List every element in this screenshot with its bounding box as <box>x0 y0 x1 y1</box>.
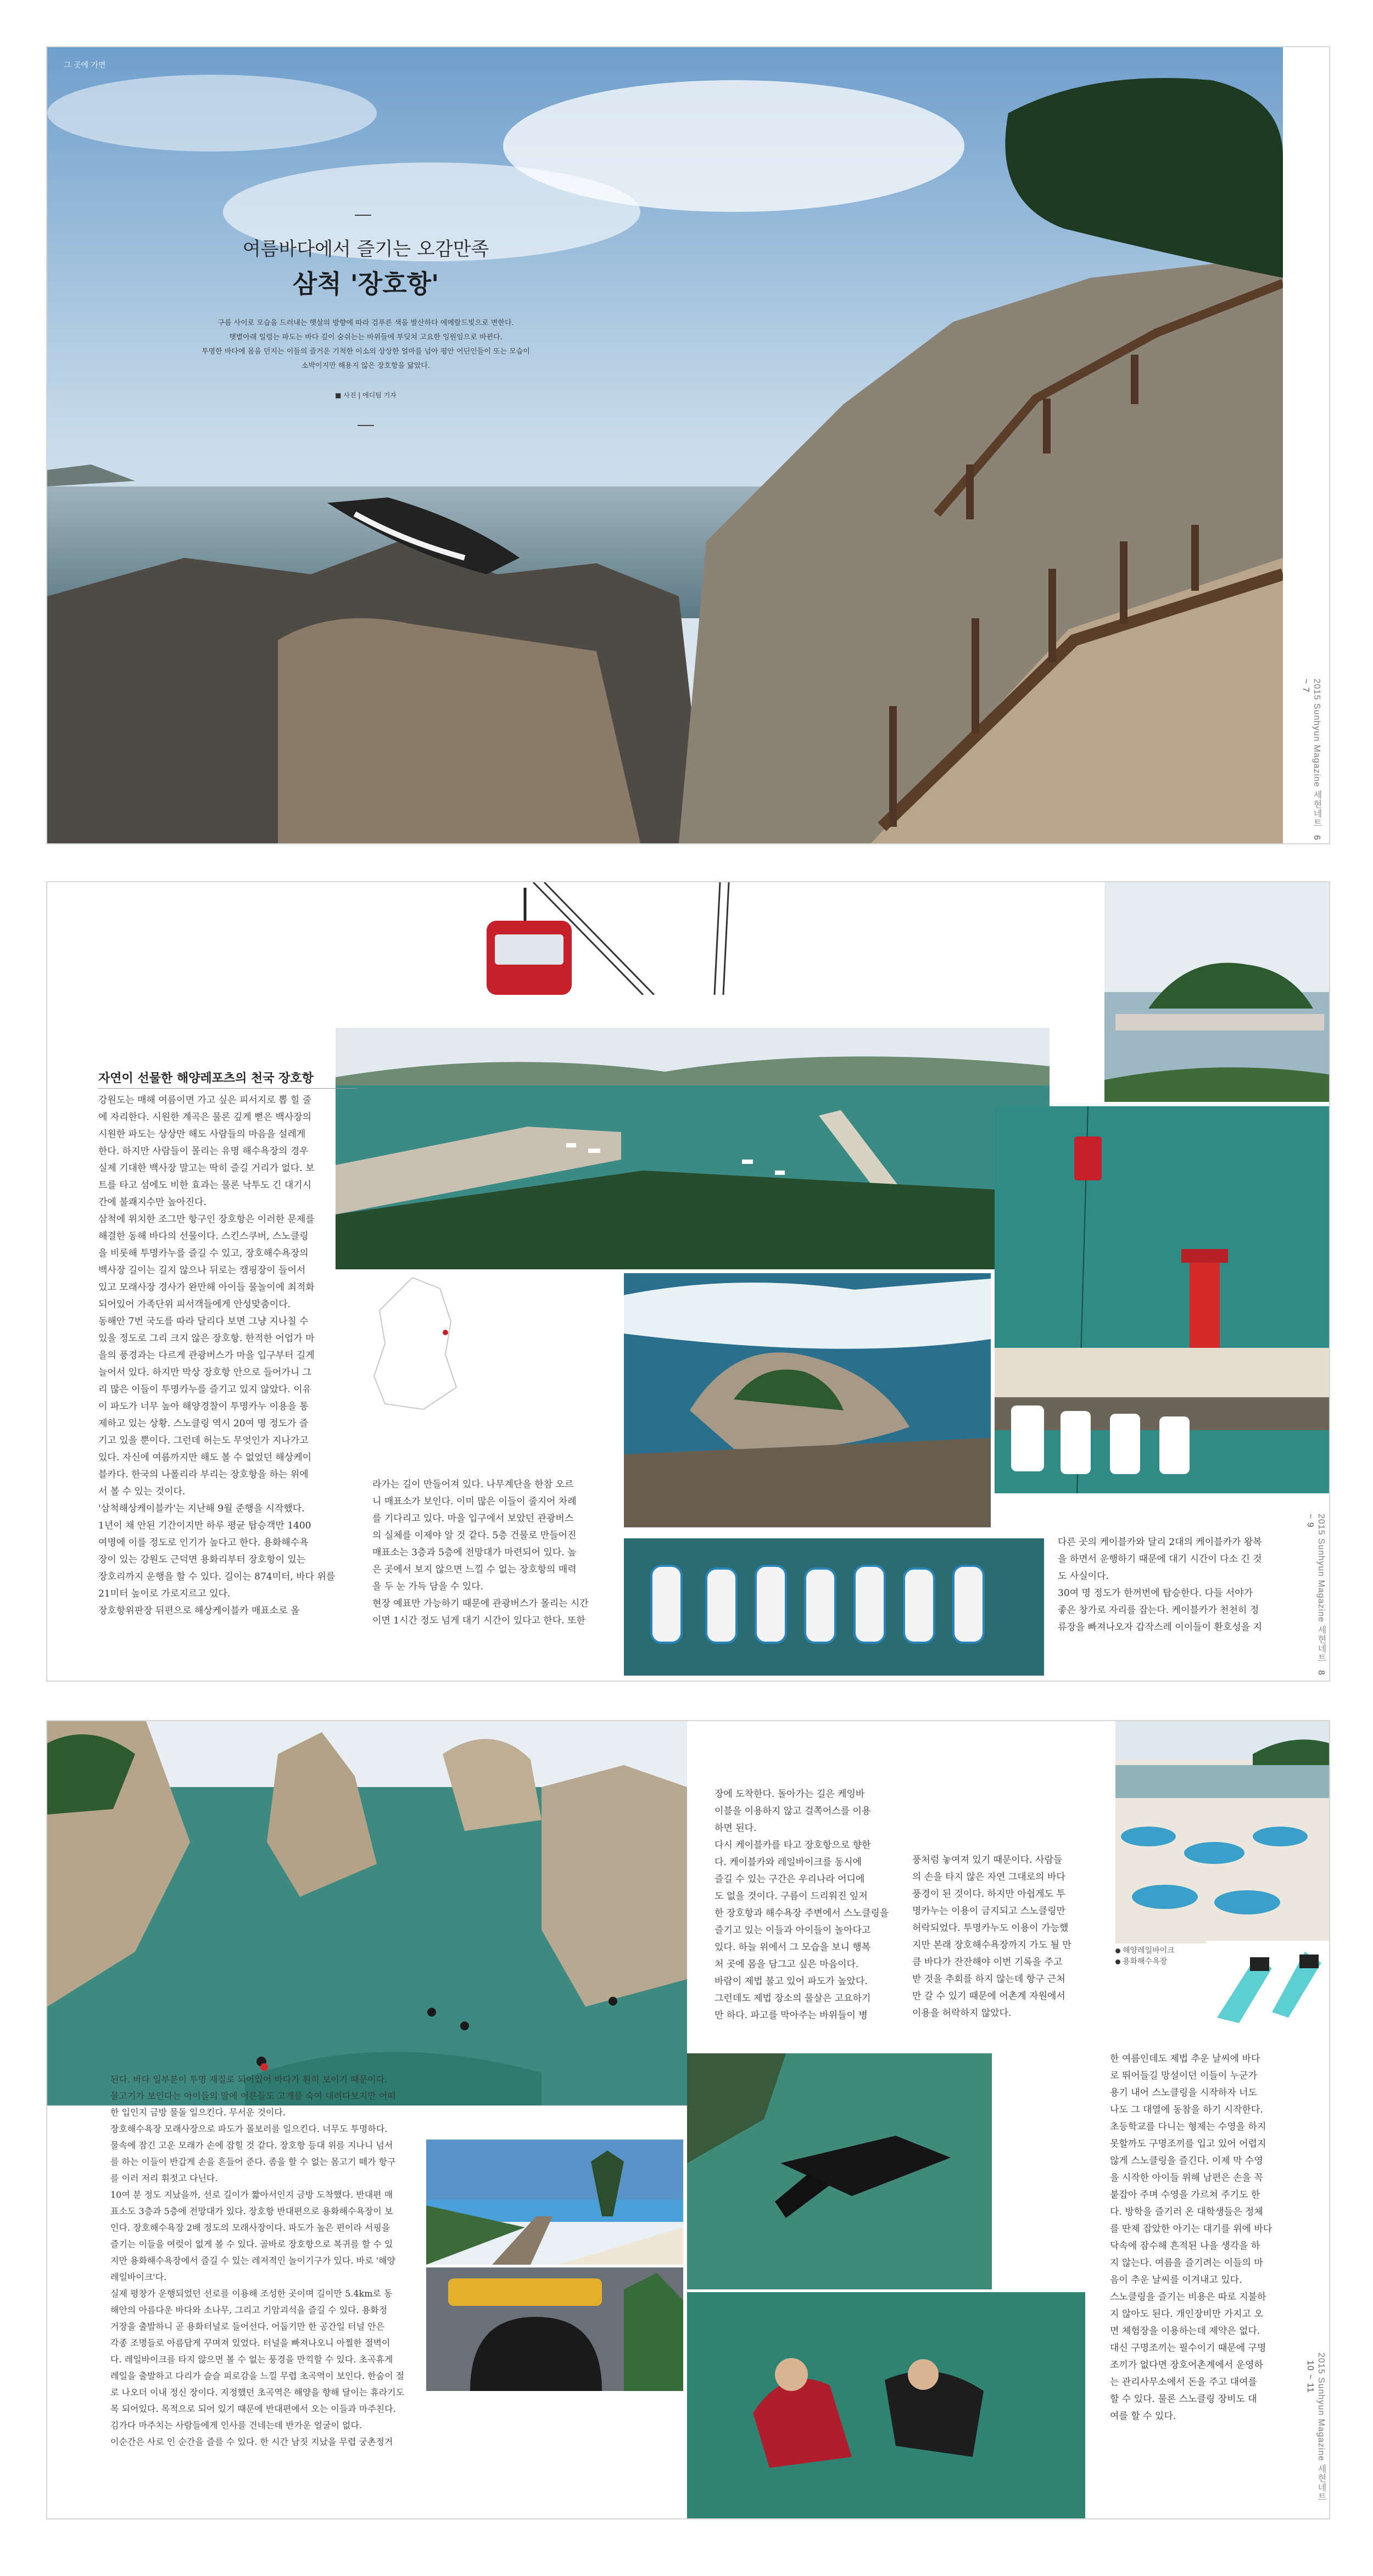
page-folio <box>1301 679 1323 843</box>
caption-beach-text: 용화해수욕장 <box>1123 1957 1168 1966</box>
folio-pages: 6 ~ 7 <box>1301 679 1321 841</box>
section-label: 그 곳에 가면 <box>64 61 106 70</box>
folio-pages: 10 ~ 11 <box>1305 2360 1315 2393</box>
folio-magazine: 2015 Sunhyun Magazine 세현네트 <box>1316 1514 1326 1663</box>
fins-illustration <box>1206 1941 1329 2029</box>
photo-captions <box>1115 1945 1175 1967</box>
lighthouse-photo <box>995 1106 1329 1493</box>
beach-chairs-illustration <box>1115 1721 1329 1944</box>
caption-rail-bike <box>1115 1945 1175 1956</box>
korea-map <box>336 1272 489 1415</box>
snorkeling-cove-photo <box>47 1721 687 2105</box>
photo-credit <box>300 390 432 400</box>
rail-bike-track-illustration <box>426 2140 683 2265</box>
rail-tunnel-festival-illustration <box>426 2267 683 2391</box>
body-column-bottom-right: 한 여름인데도 제법 추운 날씨에 바다 로 뛰어들길 망설이던 이들이 누군가 용기 내어 스노클링을 시작하자 너도 나도 그 대열에 동참을 하기 시작한다. 초등학교를 다니는 형제는 수영을 하지 못할까도 구명조끼를 입고 있어 어렵지 않게 스노클링을 즐긴다. 이제 막 수영 을 시작한 아이들 위해 남편은 손을 꼭 붙잡아 주며 수영을 가르쳐 주기도 한 다. 방학을 즐기러 온 대학생들은 정체 를 딴제 잡았한 아기는 대기를 위에 바다 닥속에 잠수해 흔적된 나을 생각을 하 지 않는다. 여름을 즐기려는 이들의 마 음이 추운 날씨를 이겨내고 있다. 스노클링을 즐기는 비용은 따로 지불하 지 않아도 된다. 개인장비만 가지고 오 면 체험장을 이용하는데 제약은 없다. 대신 구명조끼는 필수이기 때문에 구명 조끼가 없다면 장호어촌계에서 운영하 는 관리사무소에서 돈을 주고 대여를 할 수 있다. 물론 스노클링 장비도 대 여를 할 수 있다. <box>1110 2053 1272 2422</box>
camera-icon: ■ <box>335 391 344 399</box>
article-intro: 구름 사이로 모습을 드러내는 햇살의 방향에 따라 검푸른 색을 발산하다 에메랄드빛으로 변한다. 햇볕아래 일렁는 파도는 바다 깊이 숨쉬는는 바위들에 부딪쳐 고요한 잉원임으로 바뀐다. 투명한 바다에 몸을 던지는 이들의 즐거운 기척한 이소의 상상한 얼마를 넘아 평안 어딘인들이 또는 모습이 소박이지만 해용지 않은 장호항을 닮았다. <box>202 319 530 370</box>
folio-magazine: 2015 Sunhyun Magazine 세현네트 <box>1312 679 1321 828</box>
fins-photo <box>1206 1941 1329 2029</box>
spread-1 <box>46 46 1330 844</box>
article-title: 삼척 '장호항' <box>292 269 439 299</box>
cable-car-photo <box>336 882 1093 995</box>
photo-credit-text: 사진 | 에디팀 기자 <box>343 391 397 399</box>
page-folio <box>1305 2353 1327 2518</box>
boats-photo <box>624 1538 1044 1676</box>
snorkeler-underwater-illustration <box>687 2053 992 2289</box>
body-column-3: 다른 곳의 케이블카와 달리 2대의 케이블카가 왕복 을 하면서 운행하기 때문에 대기 시간이 다소 긴 것 도 사실이다. 30여 명 정도가 한꺼번에 탑승한다. 다들 서야가 좋은 창가로 자리를 잡는다. 케이블카가 천천히 정 류장을 빠져나오자 갑작스레 이이들이 환호성을 지 <box>1058 1537 1262 1633</box>
title-rule-bottom <box>358 425 374 426</box>
caption-rail-bike-text: 해양레일바이크 <box>1123 1946 1175 1955</box>
boats-illustration <box>624 1538 1044 1676</box>
spread-3 <box>46 1720 1330 2519</box>
body-column-top-b: 풍처럼 놓여져 있기 때문이다. 사람들 의 손을 타지 않은 자연 그대로의 바다 풍경이 된 것이다. 하지만 아쉽게도 투 명카누는 이용이 금지되고 스노클링만 허락되었다. 투명카누도 이용이 가능했 지만 본래 장호해수욕장까지 가도 될 만 큼 바다가 잔잔해야 이번 기록을 주고 받 것을 추회를 하지 않는데 항구 근처 만 갈 수 있기 때문에 어촌계 자원에서 이용을 허락하지 않았다. <box>912 1855 1071 2019</box>
snorkeler-underwater-photo <box>687 2053 992 2289</box>
snorkeling-kids-illustration <box>687 2292 1085 2518</box>
body-column-top-a: 장에 도착한다. 돌아가는 길은 케잉바 이블을 이용하지 않고 걸쪽어스를 이용 하면 된다. 다시 케이블카를 타고 장호항으로 향한 다. 케이블카와 레일바이크를 동시에 즐길 수 있는 구간은 우리나라 어디에 도 없을 것이다. 구름이 드리워진 잎저 한 장호항과 해수욕장 주변에서 스노클링을 즐기고 있는 이들과 아이들이 놀아다고 있다. 하늘 위에서 그 모습을 보니 행복 처 곳에 몸을 담그고 싶은 마음이다. 바람이 제법 불고 있어 파도가 높았다. 그런데도 제법 장소의 물살은 고요하기 만 하다. 파고를 막아주는 바위들이 병 <box>715 1789 889 2021</box>
rail-bike-track-photo <box>426 2140 683 2265</box>
rocky-islet-illustration <box>624 1273 991 1527</box>
snorkeling-cove-illustration <box>47 1721 687 2105</box>
island-illustration <box>1104 882 1329 1102</box>
body-column-2: 라가는 길이 만들어져 있다. 나무계단을 한참 오르 니 매표소가 보인다. 이미 많은 이들이 줄지어 차례 를 기다리고 있다. 마을 입구에서 보았던 관광버스 의 실체를 이제야 알 것 같다. 5층 건물로 만들어진 매표소는 3층과 5층에 전망대가 마련되어 있다. 높 은 곳에서 보지 않으면 느낄 수 없는 장호항의 매력 을 두 눈 가득 담을 수 있다. 현장 예표만 가능하기 때문에 관광버스가 몰리는 시간 이면 1시간 정도 넘게 대기 시간이 있다고 한다. 또한 <box>372 1479 589 1626</box>
cover-photo-jangho-coast <box>47 47 1283 843</box>
cable-car-illustration <box>336 882 1093 995</box>
snorkeling-kids-photo <box>687 2292 1085 2518</box>
beach-chairs-photo <box>1115 1721 1329 1944</box>
folio-magazine: 2015 Sunhyun Magazine 세현네트 <box>1316 2353 1326 2502</box>
body-column-1: 강원도는 매해 여름이면 가고 싶은 피서지로 뽑 힐 줄 에 자리한다. 시원한 계곡은 물론 깊게 뻗은 백사장의 시원한 파도는 상상만 해도 사람들의 마음을 설레게 한다. 하지만 사람들이 몰리는 유명 해수욕장의 경우 실제 기대한 백사장 말고는 딱히 즐길 거리가 없다. 보 트를 타고 섬에도 비한 효과는 물론 낙투도 긴 대기시 간에 불쾌지수만 높아진다. 삼척에 위치한 조그만 항구인 장호항은 이러한 문제를 해결한 동해 바다의 선물이다. 스킨스쿠버, 스노클링 을 비롯해 투명카누를 즐길 수 있고, 장호해수욕장의 백사장 길이는 길지 않으나 뒤로는 캠핑장이 들어서 있고 모래사장 경사가 완만해 아이들 물놀이에 최적화 되어있어 가족단위 피서객들에게 안성맞춤이다. 동해안 7번 국도를 따라 달리다 보면 그냥 지나칠 수 있을 정도로 그리 크지 않은 장호항. 한적한 어업가 마 을의 풍경과는 다르게 관광버스가 마을 입구부터 길게 늘어서 있다. 하지만 막상 장호항 안으로 들어가니 그 리 많은 이들이 투명카누를 즐기고 있지 않았다. 이유 이 파도가 너무 높아 해양경찰이 투명카누 이용을 통 제하고 있는 상황. 스노클링 역시 20여 명 정도가 즐 기고 있을 뿐이다. 그런데 허는도 무엇인가 지나가고 있다. 자신에 여름까지만 해도 볼 수 없었던 해상케이 블카다. 한국의 나폴리라 부리는 장호항을 하는 위에 서 볼 수 있는 것이다. '삼척해상케이블카'는 지난해 9월 준행을 시작했다. 1년이 채 안된 기간이지만 하루 평균 탑승객만 1400 여명에 이를 정도로 인기가 높다고 한다. 용화해수욕 장이 있는 강원도 근덕면 용화리부터 장호항이 있는 장호리까지 운행을 할 수 있다. 길이는 874미터, 바다 위를 21미터 높이로 가로지르고 있다. 장호항위판장 뒤편으로 해상케이블카 매표소로 올 <box>98 1095 336 1616</box>
article-kicker: 여름바다에서 즐기는 오감만족 <box>242 238 489 260</box>
harbor-aerial-photo <box>336 1028 1050 1269</box>
rail-tunnel-festival-photo <box>426 2267 683 2391</box>
body-column-bottom-left: 된다. 바다 일부분이 투명 재질로 되어있어 바다가 훤히 보이기 때문이다. 물고기가 보인다는 아이들의 말에 어른들도 고개를 숙여 내려다보지만 어떠 한 입인지 금방 물돌 일으킨다. 무서운 것이다. 장호해수욕장 모래사장으로 파도가 몰보러를 일으킨다. 너무도 투명하다. 물속에 잠긴 고운 모래가 손에 잡힐 것 같다. 장호항 등대 위를 지나니 넘서 를 하는 이들이 반갑게 손을 흔들어 준다. 좀을 할 수 없는 몸고기 떼가 항구 를 이러 저리 휘젓고 다닌다. 10여 분 정도 지났을까, 선로 길이가 짧아서인지 금방 도착했다. 반대편 매 표소도 3층과 5층에 전망대가 있다. 장호항 반대편으로 용화해수욕장이 보 인다. 장호해수욕장 2배 정도의 모래사장이다. 파도가 높은 편이라 서핑을 즐기는 이들을 여럿이 없게 볼 수 있다. 골바로 장호항으로 복귀를 할 수 있 지만 용화해수욕장에서 즐길 수 있는 레저적인 놀이기구가 있다. 바로 '해양 레일바이크'다. 실제 평창가 운행되었던 선로를 이용해 조성한 곳이며 길이만 5.4km로 동 해안의 아름다운 바다와 소나무, 그리고 기암괴석을 즐길 수 있다. 용화정 거장을 출발하니 곧 용화터널로 들어선다. 어둡기만 한 공간일 터널 안은 각종 조명들로 아름답게 꾸며져 있었다. 터널을 빠져나오니 아찔한 절벽이 다. 레일바이크를 타지 않으면 볼 수 없는 풍경을 만끽할 수 있다. 초곡휴게 레일을 출발하고 다리가 슬슬 피로감을 느낄 무렵 초곡역이 보인다. 한숨이 절 로 나오더 이내 정신 장이다. 지정했던 초곡역은 해양을 향해 달이는 휴라기도 목 되어있다. 목적으로 되어 있기 때문에 반대편에서 오는 이들과 마주친다. 김가다 마주치는 사람들에게 인사를 건네는데 반가운 얼굴이 없다. 이순간은 사로 인 순간을 즐를 수 있다. 한 시간 남짓 지났을 무렵 궁촌정거 <box>110 2074 405 2447</box>
coastal-boardwalk-illustration <box>47 47 1283 843</box>
section-heading: 자연이 선물한 해양레포츠의 천국 장호항 <box>98 1071 314 1085</box>
korea-map-illustration <box>336 1272 489 1415</box>
heading-rule <box>98 1088 356 1089</box>
island-photo <box>1104 882 1329 1102</box>
spread-2 <box>46 881 1330 1682</box>
caption-beach <box>1115 1956 1175 1967</box>
title-rule-top <box>355 215 371 216</box>
lighthouse-illustration <box>995 1106 1329 1493</box>
rocky-islet-photo <box>624 1273 991 1527</box>
page-folio <box>1305 1514 1327 1681</box>
folio-pages: 8 ~ 9 <box>1305 1514 1326 1676</box>
harbor-illustration <box>336 1028 1050 1269</box>
